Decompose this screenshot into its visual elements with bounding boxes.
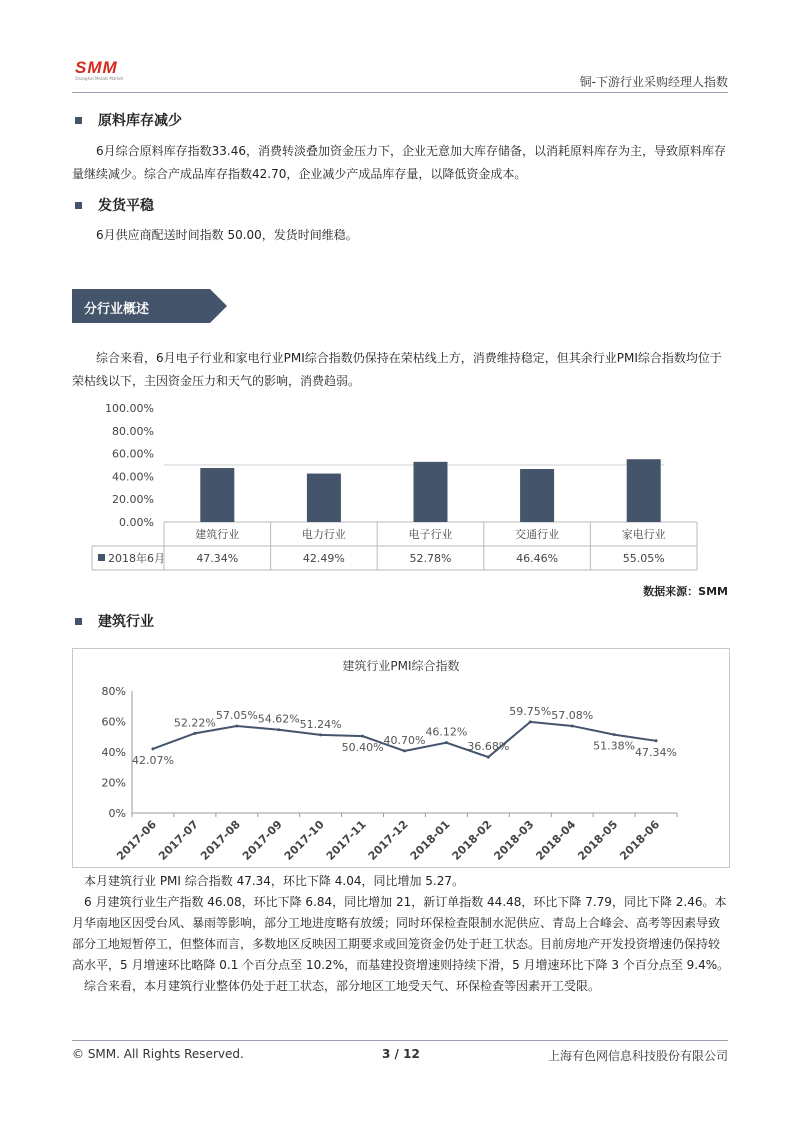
paragraph-construction-conclusion: 综合来看，本月建筑行业整体仍处于赶工状态，部分地区工地受天气、环保检查等因素开工受限。 — [84, 979, 601, 993]
bar — [627, 459, 661, 522]
x-tick-label: 2018-05 — [575, 817, 621, 863]
bar — [414, 462, 448, 522]
x-tick-label: 2017-08 — [198, 817, 243, 863]
construction-pmi-line-chart — [72, 648, 730, 868]
section-banner — [72, 289, 227, 323]
paragraph-shipping: 6月供应商配送时间指数 50.00，发货时间维稳。 — [96, 228, 358, 242]
x-tick-label: 2018-04 — [533, 817, 579, 863]
industry-pmi-bar-chart — [72, 395, 730, 573]
y-tick-label: 0% — [108, 807, 126, 820]
x-tick-label: 2017-06 — [114, 817, 160, 863]
data-point — [193, 732, 196, 735]
data-label: 47.34% — [635, 745, 678, 759]
bar — [520, 469, 554, 522]
data-point — [151, 747, 154, 750]
y-tick-label: 100.00% — [105, 402, 154, 415]
x-tick-label: 2018-06 — [617, 817, 663, 863]
x-tick-label: 2017-07 — [156, 817, 202, 863]
section-heading-text: 发货平稳 — [98, 198, 154, 214]
data-label: 51.38% — [593, 739, 636, 753]
data-label: 46.46% — [516, 552, 559, 565]
category-label: 家电行业 — [621, 528, 666, 541]
smm-logo — [75, 60, 125, 81]
y-tick-label: 80.00% — [112, 424, 154, 438]
footer-divider — [72, 1040, 728, 1041]
data-label: 54.62% — [257, 712, 300, 726]
x-tick-label: 2018-03 — [491, 817, 537, 863]
data-label: 50.40% — [341, 741, 384, 755]
x-tick-label: 2017-10 — [281, 817, 327, 863]
bullet-square-icon — [75, 117, 82, 124]
bullet-square-icon — [75, 618, 82, 625]
legend-label: 2018年6月 — [108, 552, 165, 565]
section-heading-text: 原料库存减少 — [98, 113, 182, 129]
category-label: 电力行业 — [301, 528, 346, 541]
legend-swatch — [98, 554, 105, 561]
y-tick-label: 60.00% — [112, 447, 154, 461]
bar — [200, 468, 234, 522]
bullet-square-icon — [75, 202, 82, 209]
footer-copyright: © SMM. All Rights Reserved. — [72, 1047, 244, 1061]
banner-title: 分行业概述 — [84, 302, 150, 317]
category-label: 建筑行业 — [195, 528, 240, 541]
footer-page-number: 3 / 12 — [382, 1047, 420, 1061]
footer-company: 上海有色网信息科技股份有限公司 — [547, 1049, 728, 1063]
data-point — [235, 724, 238, 727]
section-heading-inventory — [75, 110, 182, 130]
data-label: 51.24% — [299, 717, 342, 731]
x-tick-label: 2017-12 — [365, 817, 411, 863]
bar — [307, 474, 341, 522]
x-tick-label: 2017-09 — [239, 817, 285, 863]
paragraph-construction-summary: 本月建筑行业 PMI 综合指数 47.34，环比下降 4.04，同比增加 5.27。 — [84, 874, 464, 888]
paragraph-inventory: 6月综合原料库存指数33.46，消费转淡叠加资金压力下，企业无意加大库存储备，以消耗原料库存为主，导致原料库存量继续减少。综合产成品库存指数42.70，企业减少产成品库存量，以降低资金成本。 — [72, 144, 726, 181]
data-label: 57.05% — [215, 708, 258, 722]
y-tick-label: 80% — [101, 685, 126, 698]
data-label: 52.78% — [409, 552, 452, 565]
header-divider — [72, 92, 728, 93]
data-point — [487, 756, 490, 759]
section-heading-text: 建筑行业 — [98, 614, 154, 630]
data-point — [613, 733, 616, 736]
data-label: 42.07% — [131, 753, 174, 767]
y-tick-label: 0.00% — [119, 516, 154, 529]
data-label: 55.05% — [622, 552, 665, 565]
data-point — [655, 739, 658, 742]
y-tick-label: 40.00% — [112, 470, 154, 484]
chart-title: 建筑行业PMI综合指数 — [342, 659, 460, 673]
category-label: 电子行业 — [408, 528, 453, 541]
data-point — [361, 735, 364, 738]
category-label: 交通行业 — [515, 528, 560, 541]
x-tick-label: 2018-02 — [449, 817, 495, 863]
data-point — [277, 728, 280, 731]
data-label: 42.49% — [302, 552, 345, 565]
y-tick-label: 60% — [101, 715, 126, 729]
document-title: 铜-下游行业采购经理人指数 — [579, 75, 728, 89]
data-point — [319, 733, 322, 736]
data-point — [445, 741, 448, 744]
data-label: 57.08% — [551, 708, 594, 722]
y-tick-label: 20.00% — [112, 493, 154, 507]
data-label: 40.70% — [383, 733, 426, 747]
x-tick-label: 2017-11 — [323, 817, 369, 863]
logo-subtext: Shanghai Metals Market — [75, 76, 124, 81]
y-tick-label: 20% — [101, 776, 126, 790]
data-label: 47.34% — [196, 552, 239, 565]
data-source-note: 数据来源：SMM — [643, 585, 728, 598]
data-point — [529, 720, 532, 723]
data-point — [571, 724, 574, 727]
section-heading-construction — [75, 611, 154, 631]
data-point — [403, 749, 406, 752]
data-label: 46.12% — [425, 725, 468, 739]
data-label: 36.68% — [467, 740, 510, 754]
paragraph-construction-detail: 6 月建筑行业生产指数 46.08，环比下降 6.84，同比增加 21，新订单指数 44.48，环比下降 7.79，同比下降 2.46。本月华南地区因受台风、暴雨等影响，部分工地进度略有放缓；同时环保检查限制水泥供应、青岛上合峰会、高考等因素导致部分工地短暂停工，但整体而言，多数地区反映因工期要求或回笼资金仍处于赶工状态。目前房地产开发投资增速仍保持较高水平，5 月增速环比略降 0.1 个百分点至 10.2%，而基建投资增速则持续下滑，5 月增速环比下降 3 个百分点至 9.4%。 — [72, 895, 730, 972]
data-label: 59.75% — [509, 704, 552, 718]
section-heading-shipping — [75, 195, 154, 215]
x-tick-label: 2018-01 — [407, 817, 453, 863]
paragraph-industry-overview: 综合来看，6月电子行业和家电行业PMI综合指数仍保持在荣枯线上方，消费维持稳定，但其余行业PMI综合指数均位于荣枯线以下，主因资金压力和天气的影响，消费趋弱。 — [72, 351, 722, 388]
y-tick-label: 40% — [101, 746, 126, 759]
logo-text: SMM — [75, 58, 118, 77]
data-label: 52.22% — [173, 716, 216, 730]
